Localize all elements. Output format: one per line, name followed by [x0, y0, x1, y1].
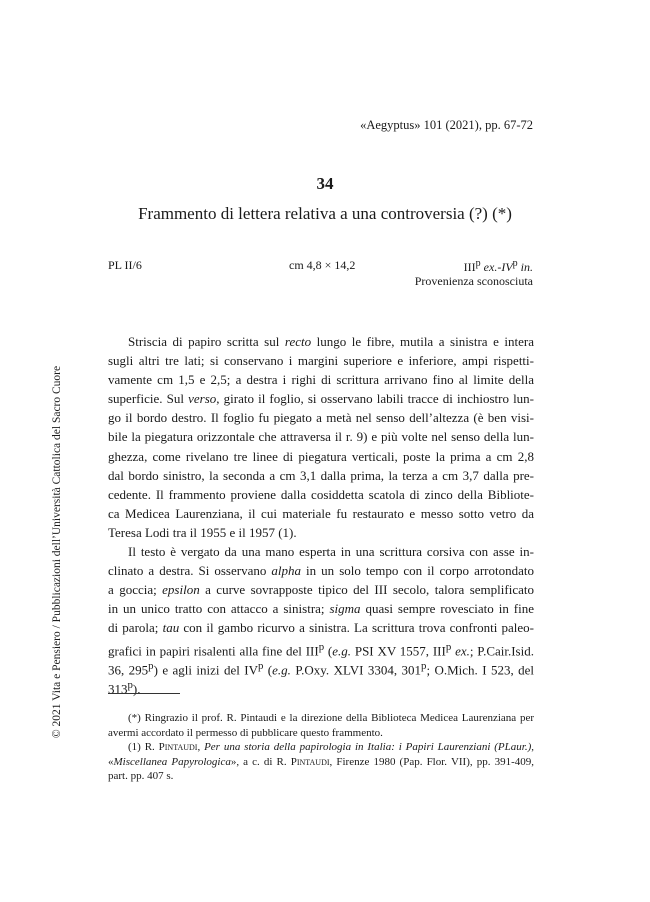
journal-reference: «Aegyptus» 101 (2021), pp. 67-72	[360, 118, 533, 132]
article-title: Frammento di lettera relativa a una controversia (?) (*)	[138, 204, 512, 223]
text-line: Teresa Lodi tra il 1955 e il 1957 (1).	[108, 524, 297, 540]
footnotes	[108, 711, 534, 784]
footnote-line: «Miscellanea Papyrologica», a c. di R. Pintaudi, Firenze 1980 (Pap. Flor. VII), pp. 391-409,	[108, 755, 534, 768]
footnote-divider	[108, 693, 180, 694]
text-line: cedente. Il frammento proviene dalla cosiddetta scatola di zinco della Bibliote-	[108, 486, 534, 502]
text-line: 36, 295$^p$) e agli inizi del $IV^p$ (e.g. P.Oxy. XLVI 3304, 301$^p$; O.Mich. I 523, del	[108, 659, 534, 677]
text-line: ca Medicea Laurenziana, il cui materiale fu restaurato e messo sotto vetro da	[108, 505, 534, 521]
text-line: go il bordo destro. Il foglio fu piegato a metà nel senso dell’altezza (è ben visi-	[108, 410, 534, 426]
footnote-line: avermi accordato il permesso di pubblicare questo frammento.	[108, 726, 383, 739]
papyrus-dimensions: cm 4,8 × 14,2	[289, 258, 356, 272]
text-line: di parola; tau con il gambo ricurvo a sinistra. La scrittura trova confronti paleo-	[108, 620, 534, 636]
papyrus-provenance: Provenienza sconosciuta	[414, 274, 533, 288]
text-line: Il testo è vergato da una mano esperta in una scrittura corsiva con asse in-	[128, 544, 534, 560]
copyright-notice: © 2021 Vita e Pensiero / Pubblicazioni dell’Università Cattolica del Sacro Cuore	[51, 365, 63, 739]
text-line: a goccia; epsilon a curve sovrapposte tipico del III secolo, talora semplificato	[108, 582, 534, 598]
papyrus-date: III$^p$ $ex.-IV^p$ in.	[463, 258, 533, 274]
text-line: superficie. Sul verso, girato il foglio, si osservano labili tracce di inchiostro lun-	[108, 391, 535, 407]
text-line: in un unico tratto con attacco a sinistra; sigma quasi sempre rovesciato in fine	[108, 601, 535, 617]
text-line: bile la piegatura orizzontale che attraversa il r. 9) e più volte nel senso della lun-	[108, 429, 534, 445]
text-line: Striscia di papiro scritta sul recto lungo le fibre, mutila a sinistra e intera	[128, 334, 534, 349]
footnote-line: part. pp. 407 s.	[108, 770, 174, 783]
text-line: clinato a destra. Si osservano alpha in un solo tempo con il corpo arrotondato	[108, 563, 534, 579]
footnote-line: (*) Ringrazio il prof. R. Pintaudi e la direzione della Biblioteca Medicea Laurenziana per	[128, 712, 534, 724]
text-line: dal bordo sinistro, la seconda a cm 3,1 dalla prima, la terza a cm 3,7 dalla pre-	[108, 467, 534, 483]
main-text	[108, 332, 534, 695]
article-number: 34	[316, 174, 334, 193]
text-line: 313$^p$).	[108, 678, 141, 697]
text-line: sugli altri tre lati; si conservano i margini superiore e inferiore, ampi rispetti-	[108, 353, 534, 369]
text-line: grafici in papiri risalenti alla fine del III$^p$ (e.g. PSI XV 1557, III$^p$ ex.; P.Cair.Isid.	[108, 640, 534, 658]
papyrus-id: PL II/6	[108, 258, 142, 272]
footnote-line: (1) R. Pintaudi, Per una storia della papirologia in Italia: i Papiri Laurenziani (PLaur.),	[128, 741, 534, 754]
text-line: vamente cm 1,5 e 2,5; a destra i righi di scrittura arrivano fino al limite della	[108, 372, 534, 388]
text-line: ghezza, come rivelano tre linee di piegatura verticali, poste la prima a cm 2,8	[108, 448, 534, 464]
